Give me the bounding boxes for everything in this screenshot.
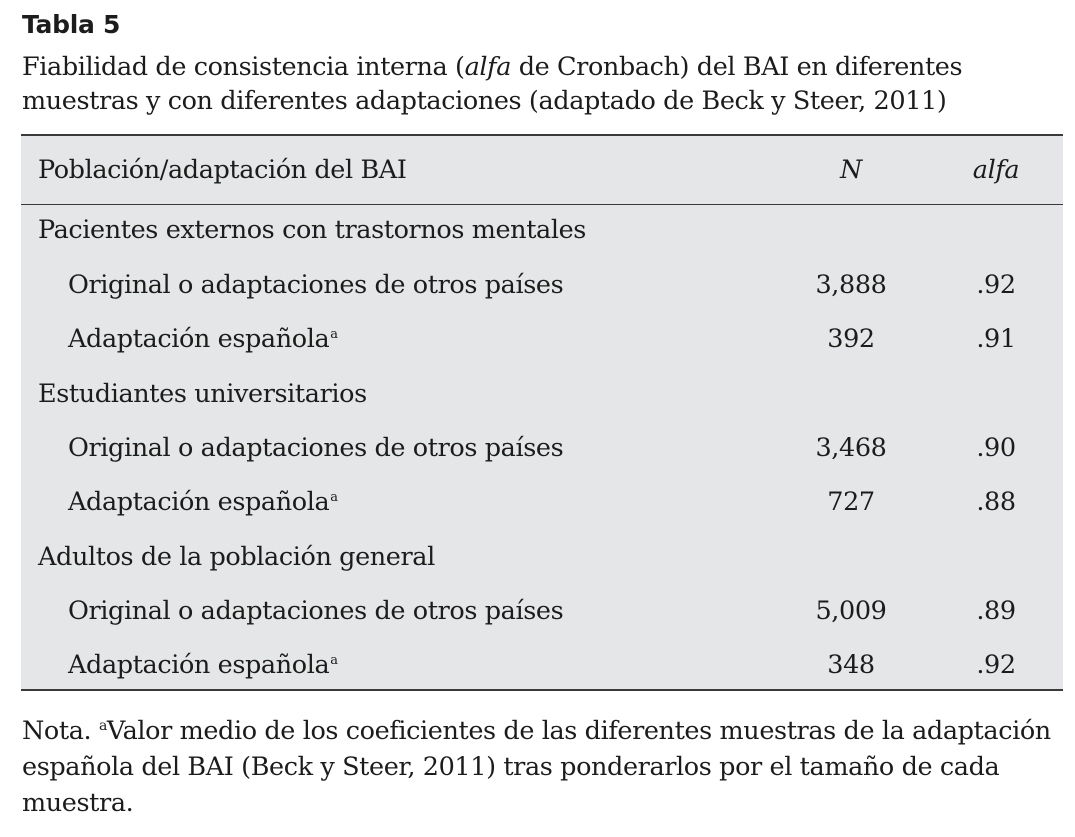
row-alfa: .88 [976, 487, 1016, 517]
group-title: Adultos de la población general [38, 542, 435, 572]
row-alfa: .91 [976, 324, 1016, 354]
row-label: Adaptación española$^a$ [68, 324, 338, 354]
caption-part-1: Fiabilidad de consistencia interna ( [22, 52, 465, 82]
row-alfa: .92 [976, 270, 1016, 300]
table-caption [22, 50, 1062, 118]
table-note [22, 708, 1062, 821]
footnote-mark: a [330, 490, 338, 505]
row-n: 3,888 [815, 270, 887, 300]
row-label: Original o adaptaciones de otros países [68, 596, 564, 626]
group-title: Pacientes externos con trastornos mentales [38, 215, 586, 245]
footnote-mark: a [330, 653, 338, 668]
row-n: 3,468 [815, 433, 887, 463]
caption-italic-term: alfa [464, 52, 512, 82]
row-alfa: .89 [976, 596, 1016, 626]
row-label: Adaptación española$^a$ [68, 487, 338, 517]
row-n: 348 [827, 650, 875, 680]
header-alfa: alfa [972, 155, 1020, 185]
row-n: 727 [827, 487, 875, 517]
row-label: Original o adaptaciones de otros países [68, 433, 564, 463]
row-alfa: .90 [976, 433, 1016, 463]
row-n: 5,009 [815, 596, 887, 626]
group-title: Estudiantes universitarios [38, 379, 367, 409]
row-n: 392 [827, 324, 875, 354]
footnote-mark: a [98, 718, 107, 734]
header-n: N [840, 155, 862, 185]
table-number: Tabla 5 [22, 10, 121, 39]
note-text: Valor medio de los coeficientes de las diferentes muestras de la adaptación española del BAI (Beck y Steer, 2011) tras ponderarlos por el tamaño de cada muestra. [22, 716, 1051, 818]
caption-part-2: de Cronbach) del BAI en diferentes muestras y con diferentes adaptaciones (adaptado de Beck y Steer, 2011) [22, 52, 963, 116]
data-table [21, 134, 1063, 691]
note-prefix: Nota. [22, 716, 99, 746]
table-header-row [21, 136, 1063, 205]
row-label: Adaptación española$^a$ [68, 650, 338, 680]
header-population: Población/adaptación del BAI [38, 155, 407, 185]
footnote-mark: a [330, 327, 338, 342]
row-label: Original o adaptaciones de otros países [68, 270, 564, 300]
row-alfa: .92 [976, 650, 1016, 680]
